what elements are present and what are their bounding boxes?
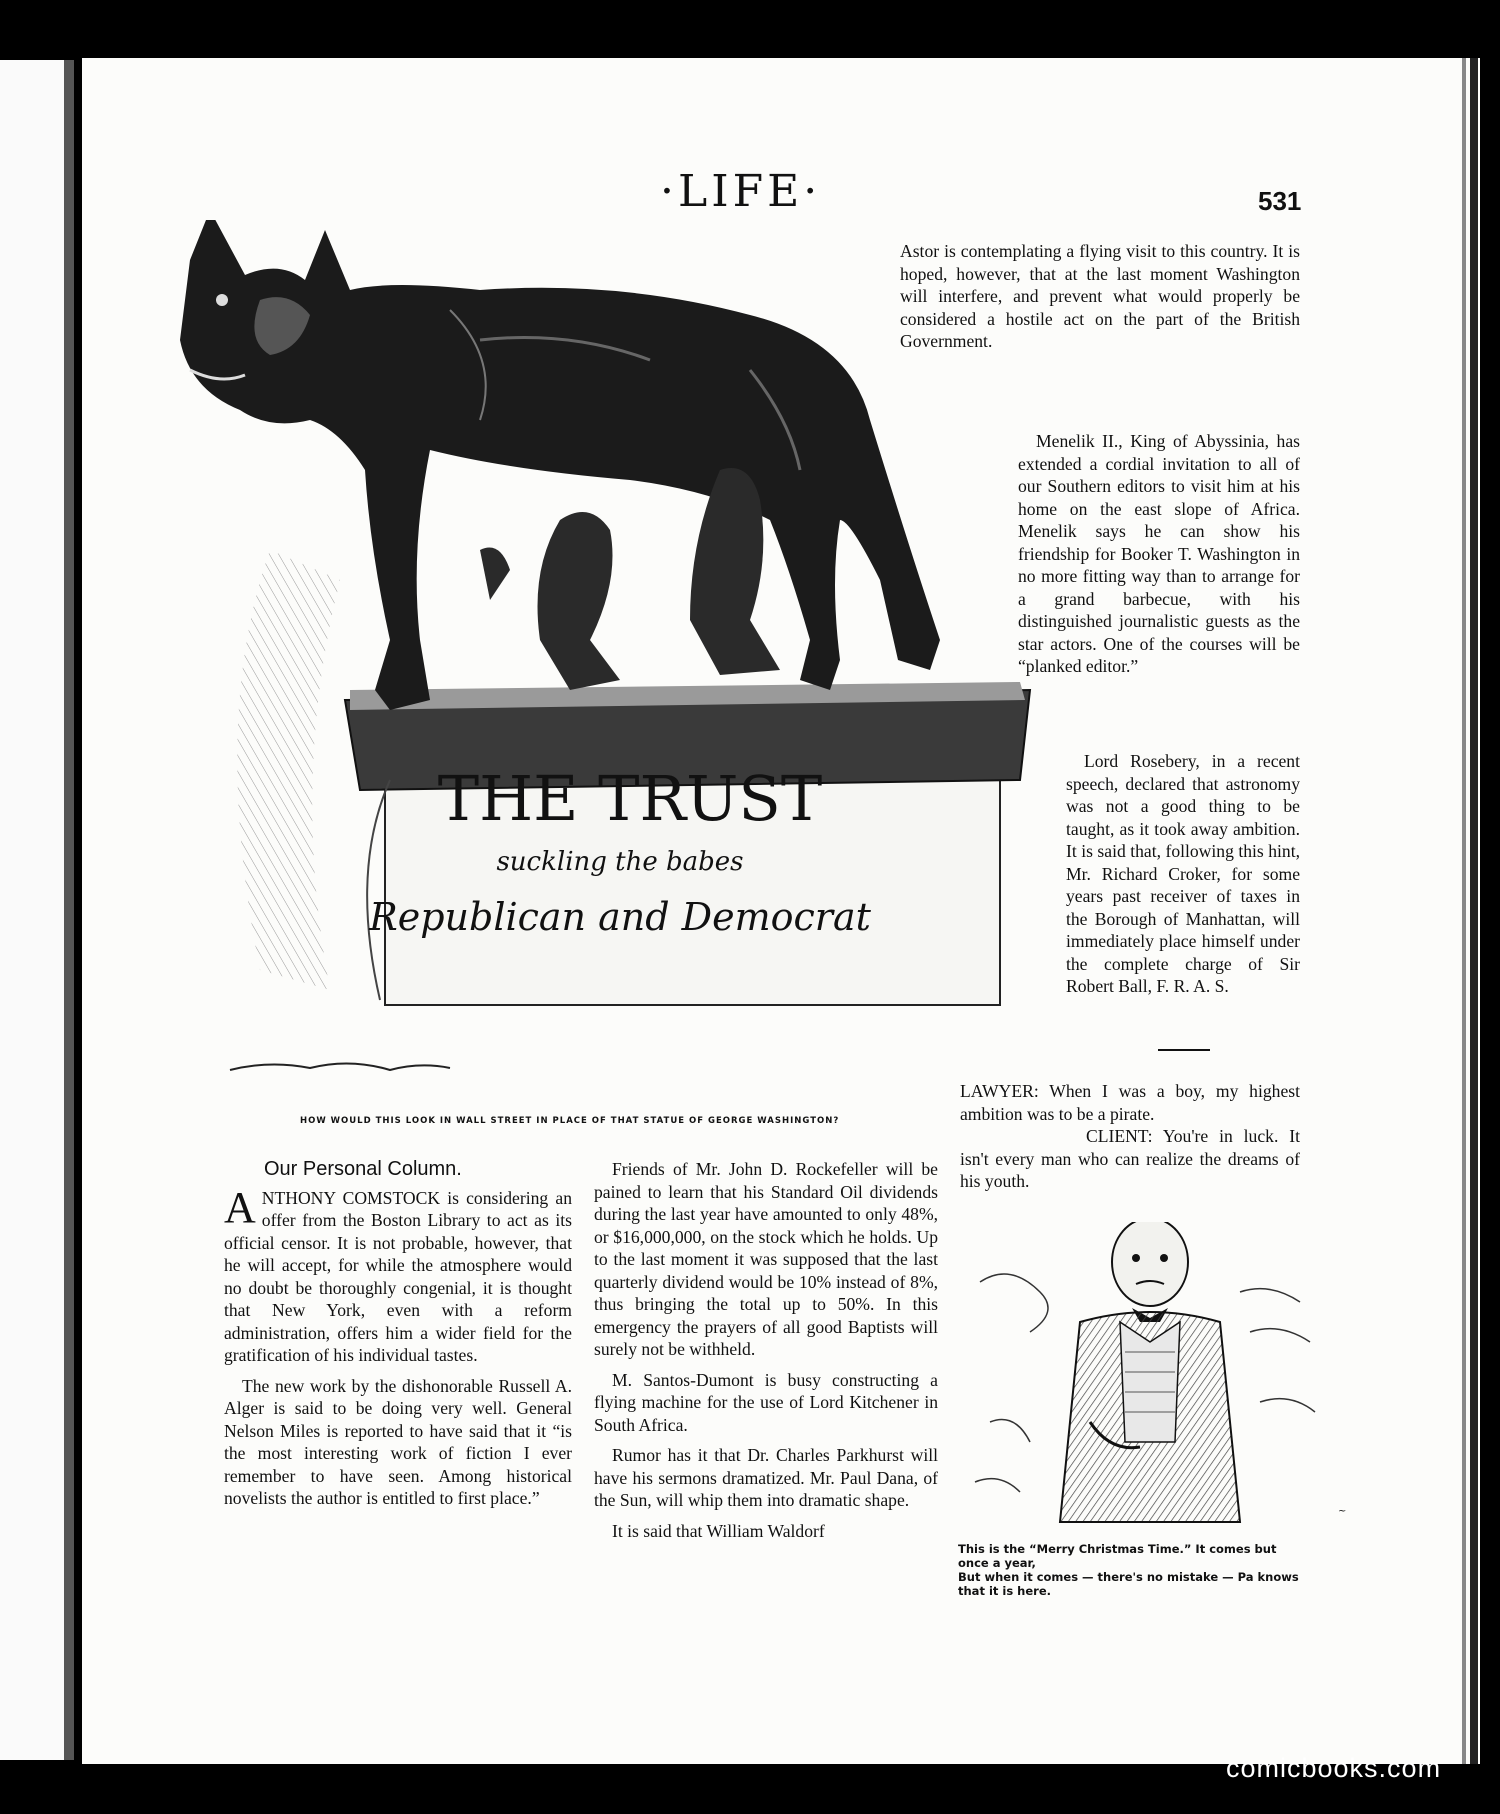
client-text: You're in luck. It isn't every man who can realize the dreams of his youth. xyxy=(960,1126,1300,1191)
column-1 xyxy=(224,1158,572,1510)
column-heading: Our Personal Column. xyxy=(264,1158,462,1180)
alger-paragraph: The new work by the dishonorable Russell A. Alger is said to be doing very well. General Nelson Miles is reported to have said that it “is the most interesting work of fiction I ever remember to have seen. Among historical novelists the author is entitled to first place.” xyxy=(224,1375,572,1508)
twin-babes xyxy=(480,468,780,690)
artist-signature xyxy=(230,1063,450,1070)
statue-title: THE TRUST xyxy=(437,762,823,835)
pedestal xyxy=(345,682,1030,1005)
rockefeller-paragraph: Friends of Mr. John D. Rockefeller will be pained to learn that his Standard Oil dividends during the last year have amounted to only 48%, or $16,000,000, on the stock which he holds. Up to the last moment it was supposed that the last quarterly dividend would be 10% instead of 8%, thus bringing the total up to 50%. In this emergency the prayers of all good Baptists will surely not be withheld. xyxy=(594,1159,938,1359)
lawyer-line xyxy=(960,1080,1300,1125)
client-line xyxy=(960,1125,1300,1193)
column-2 xyxy=(594,1158,938,1542)
astor-paragraph: Astor is contemplating a flying visit to this country. It is hoped, however, that at the last moment Washington will interfere, and prevent what would properly be considered a hostile act on the part of the British Government. xyxy=(900,241,1300,351)
page-edge-line xyxy=(1462,58,1466,1764)
page-edge-bar xyxy=(1470,58,1478,1764)
statue-parties: Republican and Democrat xyxy=(369,895,871,939)
rosebery-paragraph: Lord Rosebery, in a recent speech, declared that astronomy was not a good thing to be taught, as it took away ambition. It is said that, following this hint, Mr. Richard Croker, for some years past receiver of taxes in the Borough of Manhattan, will immediately place himself under the complete charge of Sir Robert Ball, F. R. A. S. xyxy=(1066,751,1300,996)
lawyer-joke xyxy=(960,1080,1300,1193)
bottom-cartoon-caption xyxy=(958,1542,1308,1598)
statue-subtitle: suckling the babes xyxy=(496,847,744,877)
lawyer-label: LAWYER: xyxy=(960,1081,1039,1101)
watermark: comicbooks.com xyxy=(1226,1753,1442,1783)
caption-line-2: But when it comes — there's no mistake — Pa knows that it is here. xyxy=(958,1570,1299,1598)
menelik-block xyxy=(1018,430,1300,678)
drop-cap: A xyxy=(224,1182,256,1232)
cartoon-signature: ~ xyxy=(1338,1506,1347,1517)
pa-figure xyxy=(1060,1222,1240,1522)
right-column xyxy=(900,240,1300,353)
page-number: 531 xyxy=(1258,186,1302,216)
facing-page-edge xyxy=(0,60,70,1760)
comstock-paragraph xyxy=(224,1182,572,1367)
parkhurst-paragraph: Rumor has it that Dr. Charles Parkhurst will have his sermons dramatized. Mr. Paul Dana, of the Sun, will whip them into dramatic shape. xyxy=(594,1445,938,1510)
christmas-pa-cartoon xyxy=(970,1222,1330,1537)
waldorf-paragraph: It is said that William Waldorf xyxy=(612,1520,825,1541)
caption-line-1: This is the “Merry Christmas Time.” It comes but once a year, xyxy=(958,1542,1277,1570)
menelik-paragraph: Menelik II., King of Abyssinia, has extended a cordial invitation to all of our Southern editors to visit him at his home on the east slope of Africa. Menelik says he can show his friendship for Booker T. Washington in no more fitting way than to arrange for a grand barbecue, with his distinguished journalistic guests as the star actors. One of the courses will be “planked editor.” xyxy=(1018,431,1300,676)
comstock-text: NTHONY COMSTOCK is considering an offer from the Boston Library to act as its official censor. It is not probable, however, that he will accept, for while the atmosphere would no doubt be thoroughly congenial, it is thought that New York, even with a reform administration, offers him a wider field for the gratification of his individual tastes. xyxy=(224,1187,572,1365)
top-cartoon-caption: HOW WOULD THIS LOOK IN WALL STREET IN PLACE OF THAT STATUE OF GEORGE WASHINGTON? xyxy=(300,1116,840,1126)
background-shading xyxy=(237,550,340,990)
lawyer-text: When I was a boy, my highest ambition was to be a pirate. xyxy=(960,1081,1300,1124)
section-rule xyxy=(1158,1049,1210,1051)
masthead: ·LIFE· xyxy=(660,166,822,217)
client-label: CLIENT: xyxy=(1086,1126,1153,1146)
rosebery-block xyxy=(1066,750,1300,998)
trust-wolf-cartoon xyxy=(150,220,1050,1110)
santos-dumont-paragraph: M. Santos-Dumont is busy constructing a flying machine for the use of Lord Kitchener in South Africa. xyxy=(594,1369,938,1435)
